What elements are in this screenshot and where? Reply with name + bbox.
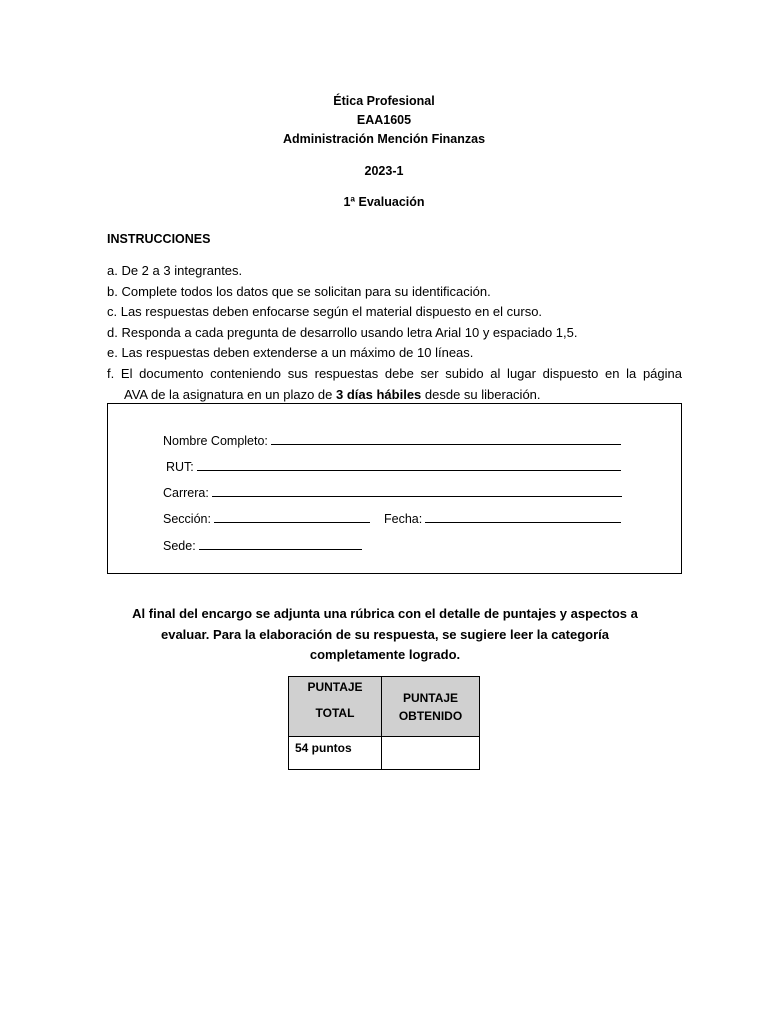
total-header-line1: PUNTAJE [307,680,363,694]
evaluation [0,193,768,212]
period [0,162,768,181]
instruction-item-a: a. De 2 a 3 integrantes. [107,263,243,278]
career-label: Carrera: [163,486,209,500]
instructions-heading: INSTRUCCIONES [107,232,211,246]
name-blank[interactable] [271,434,621,445]
period-text: 2023-1 [364,164,404,178]
section-field[interactable] [163,512,370,526]
date-field[interactable] [384,512,621,526]
instruction-item-e: e. Las respuestas deben extenderse a un máximo de 10 líneas. [107,345,474,361]
section-blank[interactable] [214,512,370,523]
table-row [289,737,480,770]
total-header-line2: TOTAL [315,706,355,720]
obtained-score-cell[interactable] [382,737,480,770]
instruction-item-c: c. Las respuestas deben enfocarse según el material dispuesto en el curso. [107,304,543,320]
instruction-f-pre: AVA de la asignatura en un plazo de [124,386,337,402]
career-blank[interactable] [212,486,622,497]
career-field[interactable] [163,486,622,500]
instruction-f-post: desde su liberación. [421,386,541,402]
course-code: EAA1605 [356,113,412,127]
table-header-row [289,677,480,737]
instruction-item-b: b. Complete todos los datos que se solicitan para su identificación. [107,283,491,299]
campus-label: Sede: [163,539,196,553]
identification-box [107,403,682,574]
document-header [0,92,768,149]
score-table [288,676,480,770]
instruction-f-deadline: 3 días hábiles [336,386,422,402]
name-label: Nombre Completo: [163,434,268,448]
total-score-header [289,677,382,737]
campus-field[interactable] [163,539,362,553]
obtained-header-line2: OBTENIDO [398,708,463,723]
rut-blank[interactable] [197,460,621,471]
obtained-score-header [382,677,480,737]
obtained-header-line1: PUNTAJE [402,690,459,705]
course-title: Ética Profesional [333,94,435,108]
rubric-note-line3: completamente logrado. [309,647,461,662]
name-field[interactable] [163,434,621,448]
instruction-item-f: f. El documento conteniendo sus respuestas debe ser subido al lugar dispuesto en la página [107,365,682,381]
instruction-item-d: d. Responda a cada pregunta de desarrollo usando letra Arial 10 y espaciado 1,5. [107,324,578,340]
rubric-note [120,604,650,666]
evaluation-text: 1ª Evaluación [343,195,425,209]
total-score-cell: 54 puntos [289,737,382,770]
rut-label: RUT: [166,460,194,474]
rut-field[interactable] [166,460,621,474]
rubric-note-line1: Al final del encargo se adjunta una rúbrica con el detalle de puntajes y aspectos a [132,606,638,621]
campus-blank[interactable] [199,539,362,550]
rubric-note-line2: evaluar. Para la elaboración de su respuesta, se sugiere leer la categoría [160,626,609,642]
date-blank[interactable] [425,512,621,523]
instructions-list [107,261,682,405]
program-name: Administración Mención Finanzas [282,132,486,146]
section-label: Sección: [163,512,211,526]
date-label: Fecha: [384,512,423,526]
